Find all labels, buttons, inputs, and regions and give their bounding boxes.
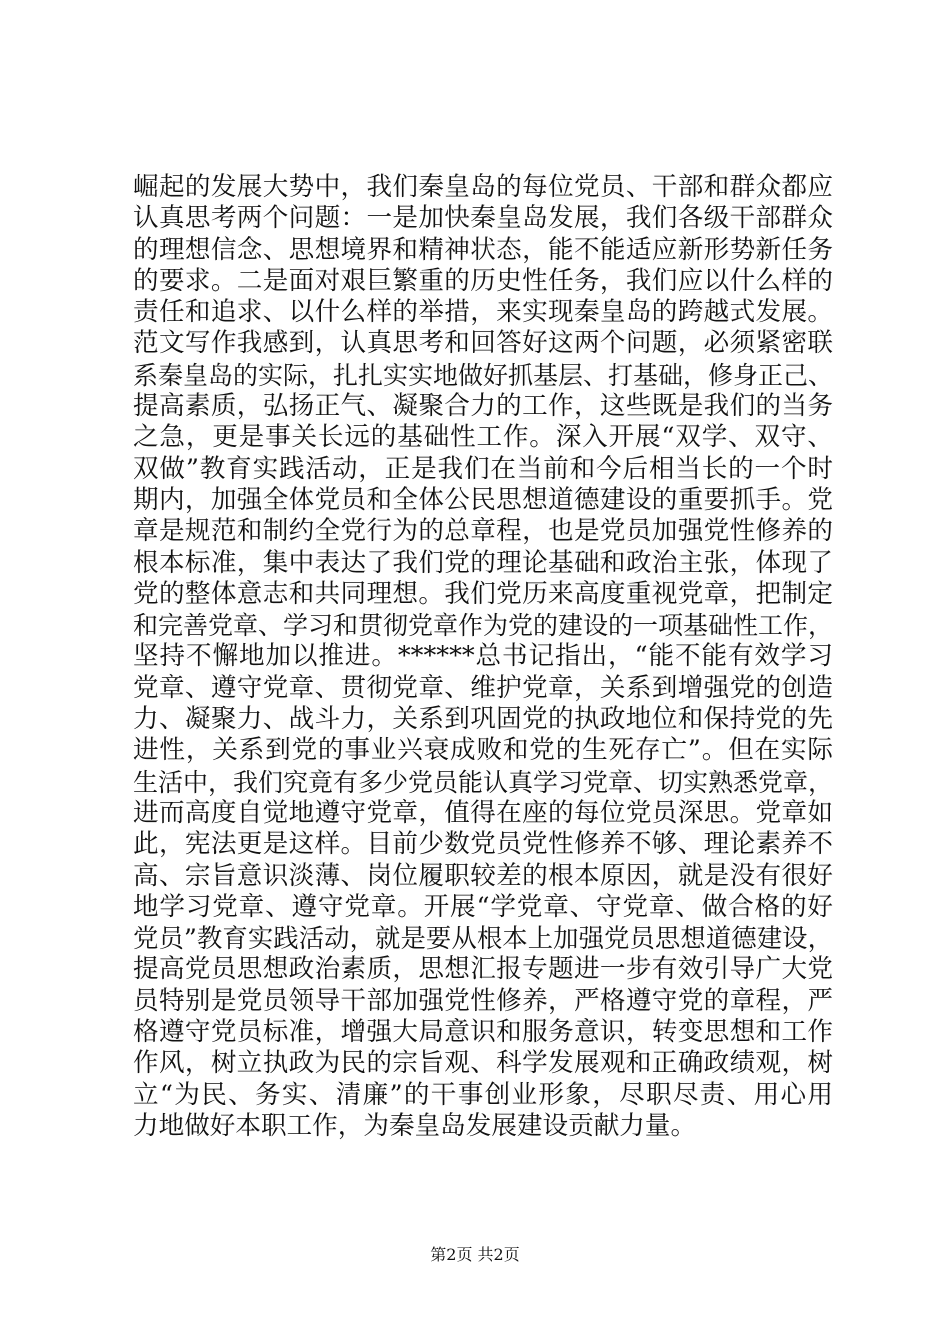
text-line: 范文写作我感到，认真思考和回答好这两个问题，必须紧密联: [133, 328, 833, 359]
text-line: 期内，加强全体党员和全体公民思想道德建设的重要抓手。党: [133, 484, 833, 515]
text-line: 立“为民、务实、清廉”的干事创业形象，尽职尽责、用心用: [133, 1079, 833, 1110]
text-line: 地学习党章、遵守党章。开展“学党章、守党章、做合格的好: [133, 891, 833, 922]
text-line: 的理想信念、思想境界和精神状态，能不能适应新形势新任务: [133, 234, 833, 265]
text-line: 根本标准，集中表达了我们党的理论基础和政治主张，体现了: [133, 547, 833, 578]
text-line: 格遵守党员标准，增强大局意识和服务意识，转变思想和工作: [133, 1017, 833, 1048]
text-line: 进性，关系到党的事业兴衰成败和党的生死存亡”。但在实际: [133, 735, 833, 766]
text-line: 力、凝聚力、战斗力，关系到巩固党的执政地位和保持党的先: [133, 704, 833, 735]
text-line: 崛起的发展大势中，我们秦皇岛的每位党员、干部和群众都应: [133, 172, 833, 202]
text-line: 员特别是党员领导干部加强党性修养，严格遵守党的章程，严: [133, 985, 833, 1016]
text-line: 和完善党章、学习和贯彻党章作为党的建设的一项基础性工作，: [133, 611, 834, 641]
text-line: 进而高度自觉地遵守党章，值得在座的每位党员深思。党章如: [133, 797, 833, 828]
text-line: 认真思考两个问题：一是加快秦皇岛发展，我们各级干部群众: [133, 203, 833, 234]
text-line: 双做”教育实践活动，正是我们在当前和今后相当长的一个时: [133, 453, 833, 484]
text-line: 提高素质，弘扬正气、凝聚合力的工作，这些既是我们的当务: [133, 391, 833, 422]
page-number-label: 第2页 共2页: [430, 1245, 520, 1264]
text-line: 此，宪法更是这样。目前少数党员党性修养不够、理论素养不: [133, 829, 833, 860]
text-line: 作风，树立执政为民的宗旨观、科学发展观和正确政绩观，树: [133, 1048, 833, 1079]
text-line: 之急，更是事关长远的基础性工作。深入开展“双学、双守、: [133, 422, 833, 453]
text-line: 高、宗旨意识淡薄、岗位履职较差的根本原因，就是没有很好: [133, 860, 833, 891]
text-line: 生活中，我们究竟有多少党员能认真学习党章、切实熟悉党章，: [133, 767, 834, 797]
page-footer: [0, 1244, 950, 1266]
text-line: 提高党员思想政治素质，思想汇报专题进一步有效引导广大党: [133, 954, 833, 985]
text-line: 章是规范和制约全党行为的总章程，也是党员加强党性修养的: [133, 516, 833, 547]
text-line: 党的整体意志和共同理想。我们党历来高度重视党章，把制定: [133, 578, 833, 609]
text-line: 坚持不懈地加以推进。******总书记指出，“能不能有效学习: [133, 641, 833, 672]
text-line: 系秦皇岛的实际，扎扎实实地做好抓基层、打基础，修身正己、: [133, 360, 834, 390]
text-line: 责任和追求、以什么样的举措，来实现秦皇岛的跨越式发展。: [133, 297, 833, 328]
text-line: 力地做好本职工作，为秦皇岛发展建设贡献力量。: [133, 1110, 697, 1141]
text-line: 党章、遵守党章、贯彻党章、维护党章，关系到增强党的创造: [133, 672, 833, 703]
text-line: 党员”教育实践活动，就是要从根本上加强党员思想道德建设，: [133, 923, 833, 954]
body-paragraph: [133, 172, 833, 1142]
text-line: 的要求。二是面对艰巨繁重的历史性任务，我们应以什么样的: [133, 265, 833, 296]
